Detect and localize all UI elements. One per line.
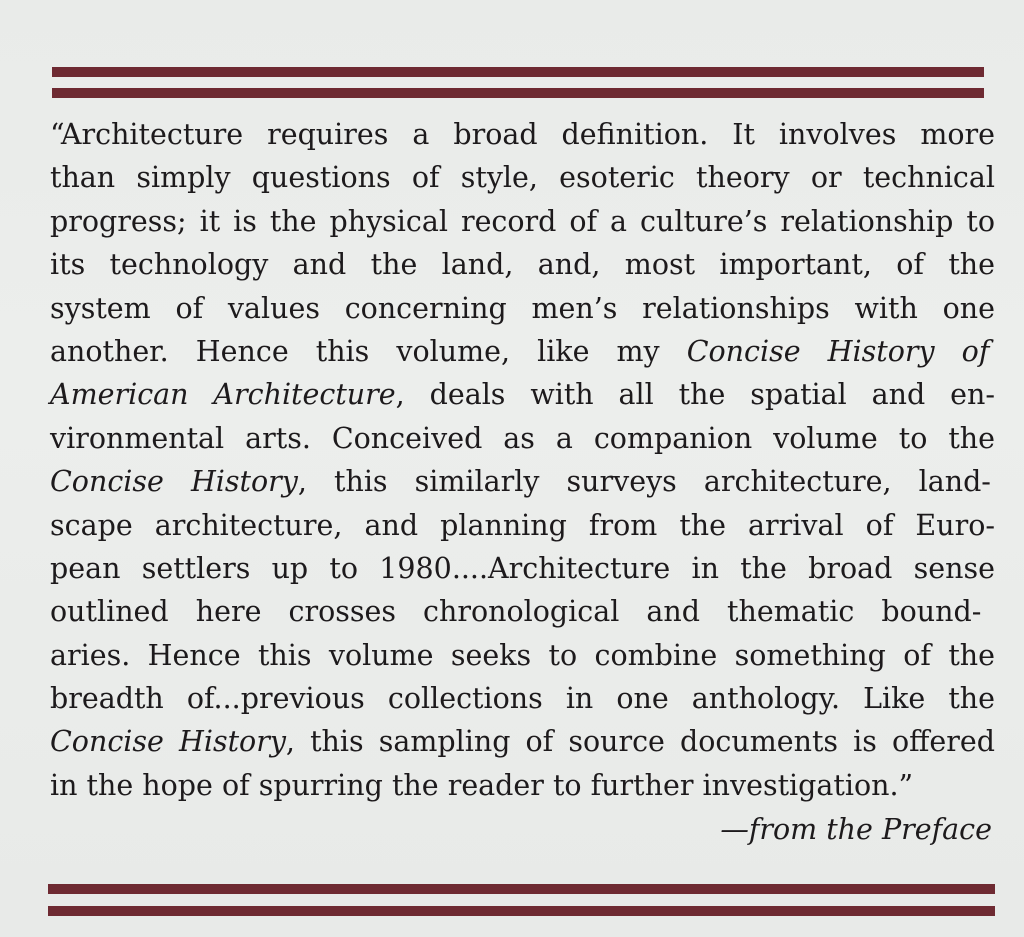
quote-line: pean settlers up to 1980....Architecture in the broad sense <box>50 551 995 585</box>
quote-line: American Architecture, deals with all the spatial and en- <box>50 378 995 412</box>
book-title-italic: American Architecture <box>50 378 396 412</box>
quote-line: outlined here crosses chronological and thematic bound- <box>50 595 982 629</box>
top-rule-lower <box>52 88 984 98</box>
quote-line: another. Hence this volume, like my Concise History of <box>50 334 990 368</box>
book-title-italic: Concise History <box>50 465 298 499</box>
quote-line: “Architecture requires a broad definition. It involves more <box>50 118 995 151</box>
top-rule-upper <box>52 67 984 77</box>
bottom-rule-upper <box>48 884 995 894</box>
quote-line: Concise History, this similarly surveys architecture, land- <box>50 465 991 499</box>
quote-line: scape architecture, and planning from the arrival of Euro- <box>50 508 995 542</box>
book-title-italic: Concise History of <box>686 334 990 368</box>
preface-quote <box>50 113 995 807</box>
quote-line: progress; it is the physical record of a culture’s relationship to <box>50 204 995 238</box>
attribution: —from the Preface <box>720 813 992 846</box>
quote-line: breadth of...previous collections in one anthology. Like the <box>50 682 995 716</box>
quote-line: aries. Hence this volume seeks to combine something of the <box>50 638 995 672</box>
quote-line: vironmental arts. Conceived as a companion volume to the <box>50 421 995 455</box>
quote-line: system of values concerning men’s relationships with one <box>50 291 995 325</box>
book-title-italic: Concise History <box>50 725 286 759</box>
bottom-rule-lower <box>48 906 995 916</box>
quote-line: in the hope of spurring the reader to further investigation.” <box>50 768 914 802</box>
quote-line: its technology and the land, and, most important, of the <box>50 248 995 282</box>
quote-line: Concise History, this sampling of source documents is offered <box>50 725 995 759</box>
quote-line: than simply questions of style, esoteric theory or technical <box>50 161 995 195</box>
